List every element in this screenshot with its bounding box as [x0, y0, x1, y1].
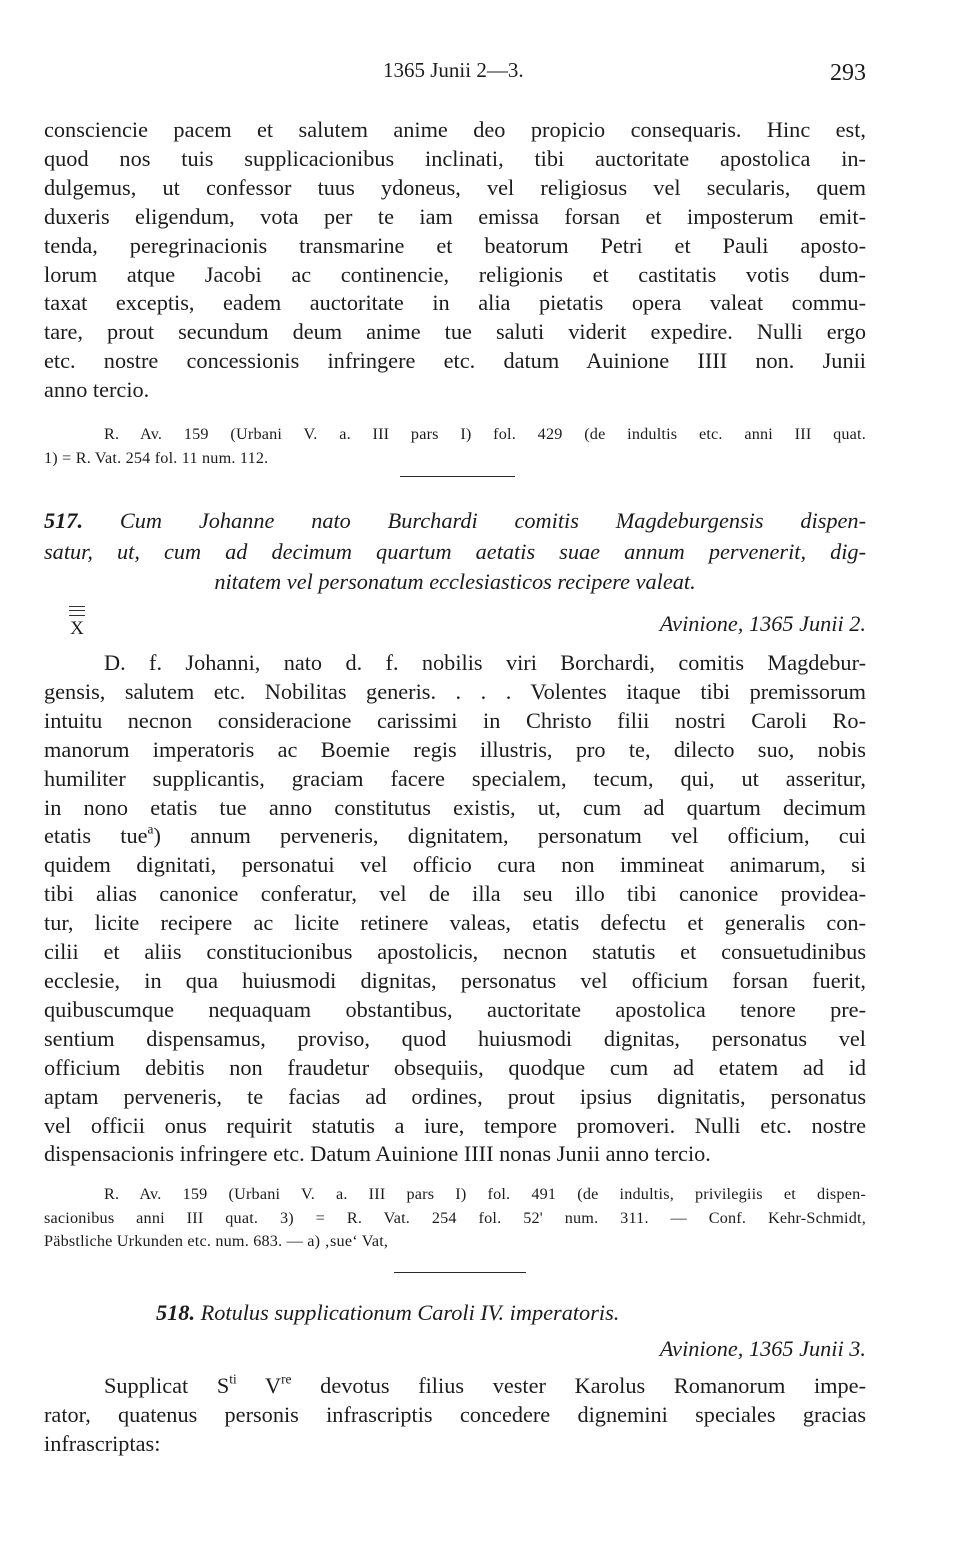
sigla-bars-icon — [69, 606, 85, 616]
text-line: in nono etatis tue anno constitutus existis, ut, cum ad quartum decimum — [44, 794, 866, 820]
entry-518-heading — [44, 1298, 866, 1329]
text-line: cilii et aliis constitucionibus apostolicis, necnon statutis et consuetudinibus — [44, 939, 866, 965]
text-line: lorum atque Jacobi ac continencie, religionis et castitatis votis dum- — [44, 261, 866, 287]
continuation-paragraph — [44, 116, 866, 405]
text-fragment: etatis tue — [44, 823, 148, 849]
sigla-letter: X — [70, 618, 84, 639]
text-line: anno tercio. — [44, 377, 150, 403]
entry-number: 518. — [156, 1300, 196, 1325]
text-line: gensis, salutem etc. Nobilitas generis. . . . Volentes itaque tibi premissorum — [44, 678, 866, 704]
page-number: 293 — [830, 60, 866, 86]
section-divider — [394, 1272, 526, 1273]
text-line: intuitu necnon consideracione carissimi in Christo filii nostri Caroli Ro- — [44, 707, 866, 733]
text-line — [44, 1372, 866, 1401]
text-fragment: Supplicat S — [104, 1373, 230, 1398]
text-line: tenda, peregrinacionis transmarine et beatorum Petri et Pauli aposto- — [44, 232, 866, 258]
note-line: 1) = R. Vat. 254 fol. 11 num. 112. — [44, 448, 269, 467]
text-line: D. f. Johanni, nato d. f. nobilis viri Borchardi, comitis Magdebur- — [104, 650, 866, 675]
text-line: sentium dispensamus, proviso, quod huiusmodi dignitas, personatus vel — [44, 1025, 866, 1051]
entry-517-heading — [44, 506, 866, 598]
superscript: re — [281, 1371, 292, 1387]
text-line: humiliter supplicantis, graciam facere specialem, tecum, qui, ut asseritur, — [44, 765, 866, 791]
text-fragment: V — [236, 1373, 282, 1398]
heading-text: Rotulus supplicationum Caroli IV. imperatoris. — [200, 1300, 620, 1325]
text-line: aptam perveneris, te facias ad ordines, prout ipsius dignitatis, personatus — [44, 1083, 866, 1109]
text-line: duxeris eligendum, vota per te iam emissa forsan et imposterum emit- — [44, 203, 866, 229]
text-line: quibuscumque nequaquam obstantibus, auctoritate apostolica tenore pre- — [44, 996, 866, 1022]
text-line: consciencie pacem et salutem anime deo propicio consequaris. Hinc est, — [44, 117, 866, 142]
text-line: tur, licite recipere ac licite retinere valeas, etatis defectu et generalis con- — [44, 910, 866, 936]
heading-line: satur, ut, cum ad decimum quartum aetatis suae annum pervenerit, dig- — [44, 538, 866, 564]
text-line: officium debitis non fraudetur obsequiis, quodque cum ad etatem ad id — [44, 1054, 866, 1080]
entry-518-place-date: Avinione, 1365 Junii 3. — [659, 1336, 866, 1361]
note-line: R. Av. 159 (Urbani V. a. III pars I) fol. 491 (de indultis, privilegiis et dispen- — [104, 1185, 866, 1203]
entry-517-source-note — [44, 1183, 866, 1254]
text-line: etc. nostre concessionis infringere etc. datum Auinione IIII non. Junii — [44, 348, 866, 374]
superscript: ti — [229, 1371, 237, 1387]
footnote-mark: a — [147, 822, 154, 838]
note-line: Päbstliche Urkunden etc. num. 683. — a) ‚sue‘ Vat, — [44, 1232, 389, 1250]
heading-line: nitatem vel personatum ecclesiasticos recipere valeat. — [214, 569, 696, 594]
heading-line — [44, 506, 866, 537]
text-line: manorum imperatoris ac Boemie regis illustris, pro te, dilecto suo, nobis — [44, 736, 866, 762]
text-line: dispensacionis infringere etc. Datum Auinione IIII nonas Junii anno tercio. — [44, 1141, 711, 1167]
text-line: quod nos tuis supplicacionibus inclinati, tibi auctoritate apostolica in- — [44, 145, 866, 171]
text-line: ecclesie, in qua huiusmodi dignitas, personatus vel officium forsan fuerit, — [44, 967, 866, 993]
entry-number: 517. — [44, 508, 84, 533]
heading-text: Cum Johanne nato Burchardi comitis Magdeburgensis dispen- — [119, 508, 866, 533]
entry-518-text — [44, 1372, 866, 1459]
text-line: etatis tue$^a$) annum perveneris, dignitatem, personatum vel officium, cui — [44, 822, 867, 849]
section-divider — [400, 476, 515, 477]
text-line: vel officii onus requirit statutis a iure, tempore promoveri. Nulli etc. nostre — [44, 1112, 866, 1138]
text-line: infrascriptas: — [44, 1430, 161, 1456]
entry-517-text — [44, 649, 866, 1169]
text-line: quidem dignitati, personatui vel officio cura non immineat animarum, si — [44, 852, 866, 878]
register-sigla — [62, 606, 92, 638]
text-line: tibi alias canonice conferatur, vel de illa seu illo tibi canonice providea- — [44, 881, 866, 907]
note-line: R. Av. 159 (Urbani V. a. III pars I) fol. 429 (de indultis etc. anni III quat. — [104, 425, 866, 443]
note-line: sacionibus anni III quat. 3) = R. Vat. 254 fol. 52' num. 311. — Conf. Kehr-Schmidt, — [44, 1208, 866, 1227]
source-note — [44, 423, 866, 470]
heading-line — [44, 1298, 866, 1329]
running-head-title: 1365 Junii 2—3. — [383, 58, 524, 82]
entry-517-place-date: Avinione, 1365 Junii 2. — [659, 611, 866, 636]
running-head — [0, 58, 960, 88]
text-line: dulgemus, ut confessor tuus ydoneus, vel religiosus vel secularis, quem — [44, 174, 866, 200]
text-fragment: annum perveneris, dignitatem, personatum vel officium, cui — [190, 823, 867, 849]
text-fragment: devotus filius vester Karolus Romanorum impe- — [291, 1373, 866, 1398]
text-line: tare, prout secundum deum anime tue saluti viderit expedire. Nulli ergo — [44, 319, 866, 345]
text-line: rator, quatenus personis infrascriptis concedere dignemini speciales gracias — [44, 1401, 866, 1427]
text-line: taxat exceptis, eadem auctoritate in alia pietatis opera valeat commu- — [44, 290, 866, 316]
